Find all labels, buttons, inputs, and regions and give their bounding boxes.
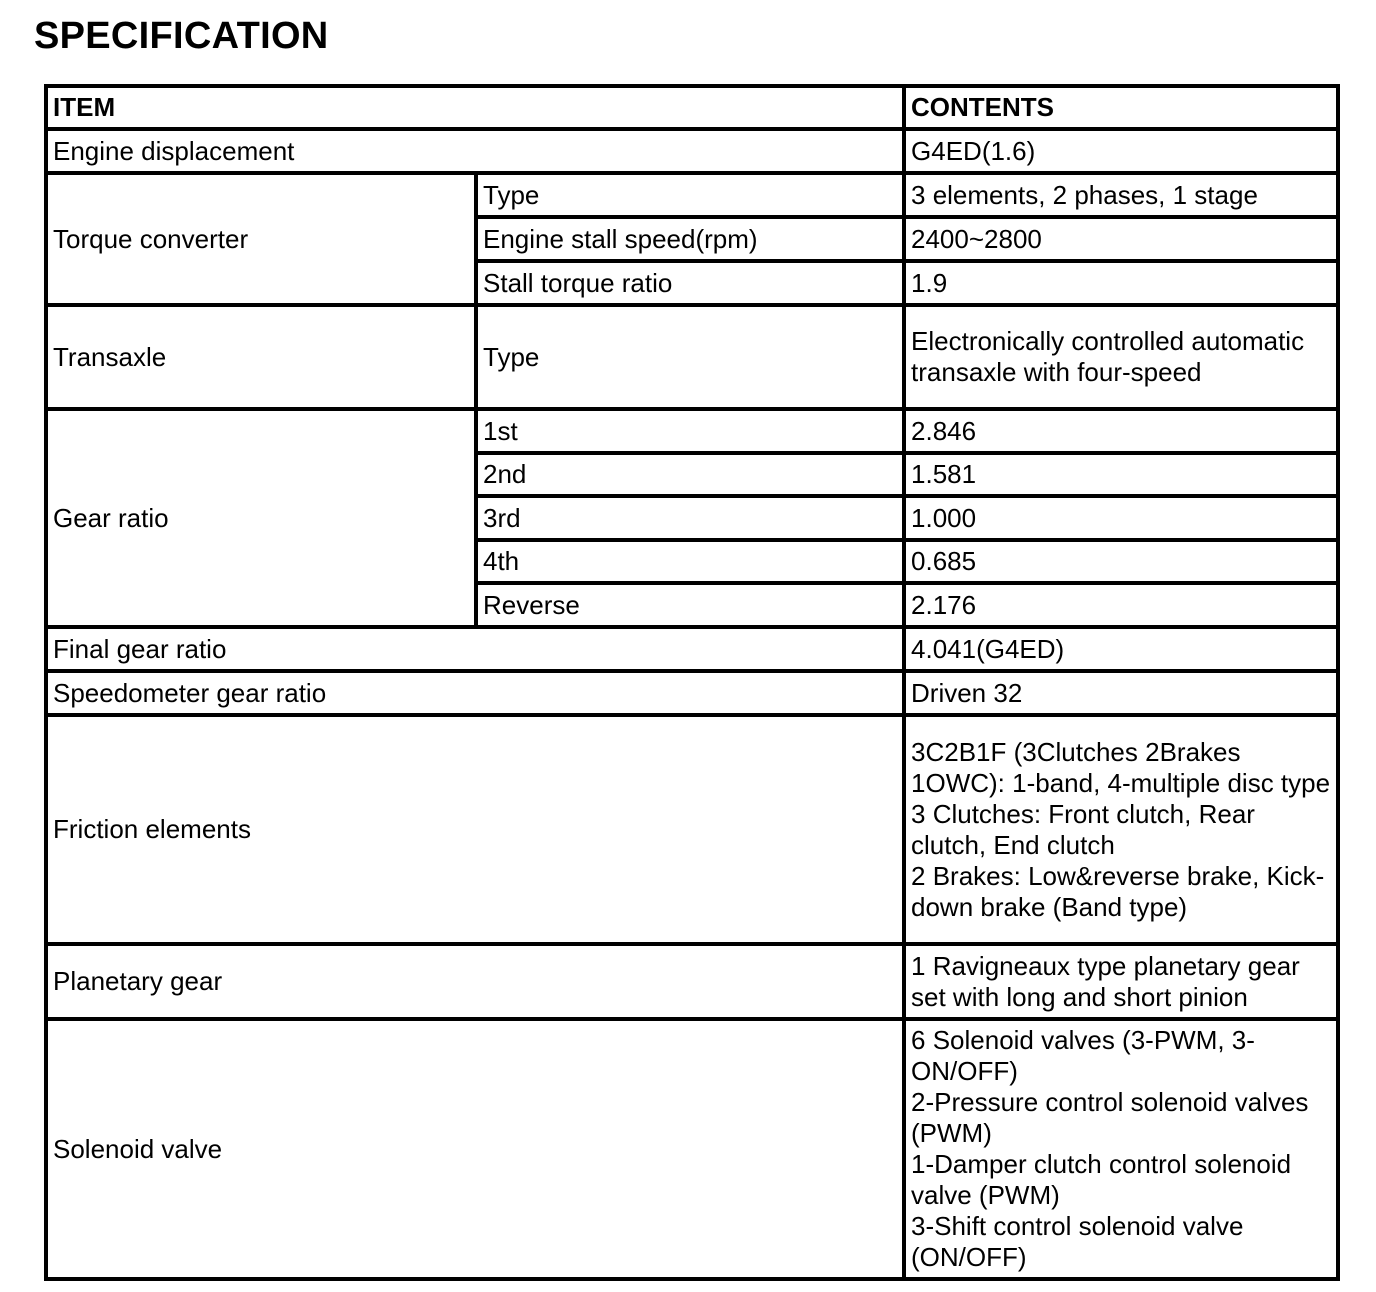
stall-torque-value: 1.9 <box>904 261 1338 305</box>
table-row <box>46 129 1338 173</box>
gear-3rd-label: 3rd <box>476 496 904 540</box>
gear-ratio-label: Gear ratio <box>46 409 476 627</box>
solenoid-valve-line-2: 2-Pressure control solenoid valves (PWM) <box>911 1087 1309 1148</box>
engine-displacement-label: Engine displacement <box>46 129 904 173</box>
solenoid-valve-line-1: 6 Solenoid valves (3-PWM, 3-ON/OFF) <box>911 1025 1255 1086</box>
table-row <box>46 627 1338 671</box>
speedometer-gear-ratio-label: Speedometer gear ratio <box>46 671 904 715</box>
stall-torque-label: Stall torque ratio <box>476 261 904 305</box>
gear-1st-label: 1st <box>476 409 904 453</box>
transaxle-type-value: Electronically controlled automatic transaxle with four-speed <box>904 305 1338 409</box>
solenoid-valve-line-3: 1-Damper clutch control solenoid valve (PWM) <box>911 1149 1292 1210</box>
specification-table <box>44 84 1340 1281</box>
transaxle-type-label: Type <box>476 305 904 409</box>
solenoid-valve-value <box>904 1019 1338 1279</box>
speedometer-gear-ratio-value: Driven 32 <box>904 671 1338 715</box>
table-row <box>46 671 1338 715</box>
table-row <box>46 305 1338 409</box>
gear-2nd-label: 2nd <box>476 453 904 496</box>
gear-reverse-value: 2.176 <box>904 583 1338 627</box>
table-row <box>46 1019 1338 1279</box>
torque-converter-type-label: Type <box>476 173 904 217</box>
engine-displacement-value: G4ED(1.6) <box>904 129 1338 173</box>
table-row <box>46 173 1338 217</box>
solenoid-valve-line-4: 3-Shift control solenoid valve (ON/OFF) <box>911 1211 1244 1272</box>
gear-2nd-value: 1.581 <box>904 453 1338 496</box>
solenoid-valve-label: Solenoid valve <box>46 1019 904 1279</box>
gear-4th-value: 0.685 <box>904 540 1338 583</box>
table-row <box>46 944 1338 1019</box>
friction-elements-line-1: 3C2B1F (3Clutches 2Brakes 1OWC): 1-band, 4-multiple disc type <box>911 736 1331 798</box>
page-title: SPECIFICATION <box>34 15 329 57</box>
gear-1st-value: 2.846 <box>904 409 1338 453</box>
gear-3rd-value: 1.000 <box>904 496 1338 540</box>
friction-elements-label: Friction elements <box>46 715 904 944</box>
planetary-gear-label: Planetary gear <box>46 944 904 1019</box>
header-item: ITEM <box>46 86 904 129</box>
friction-elements-line-3: 2 Brakes: Low&reverse brake, Kick-down brake (Band type) <box>911 860 1325 922</box>
final-gear-ratio-label: Final gear ratio <box>46 627 904 671</box>
transaxle-label: Transaxle <box>46 305 476 409</box>
final-gear-ratio-value: 4.041(G4ED) <box>904 627 1338 671</box>
table-row <box>46 715 1338 944</box>
torque-converter-type-value: 3 elements, 2 phases, 1 stage <box>904 173 1338 217</box>
table-row <box>46 409 1338 453</box>
gear-4th-label: 4th <box>476 540 904 583</box>
planetary-gear-value: 1 Ravigneaux type planetary gear set with long and short pinion <box>904 944 1338 1019</box>
torque-converter-label: Torque converter <box>46 173 476 305</box>
gear-reverse-label: Reverse <box>476 583 904 627</box>
friction-elements-line-2: 3 Clutches: Front clutch, Rear clutch, End clutch <box>911 798 1255 860</box>
stall-speed-label: Engine stall speed(rpm) <box>476 217 904 261</box>
friction-elements-value <box>904 715 1338 944</box>
header-contents: CONTENTS <box>904 86 1338 129</box>
stall-speed-value: 2400~2800 <box>904 217 1338 261</box>
table-header-row <box>46 86 1338 129</box>
